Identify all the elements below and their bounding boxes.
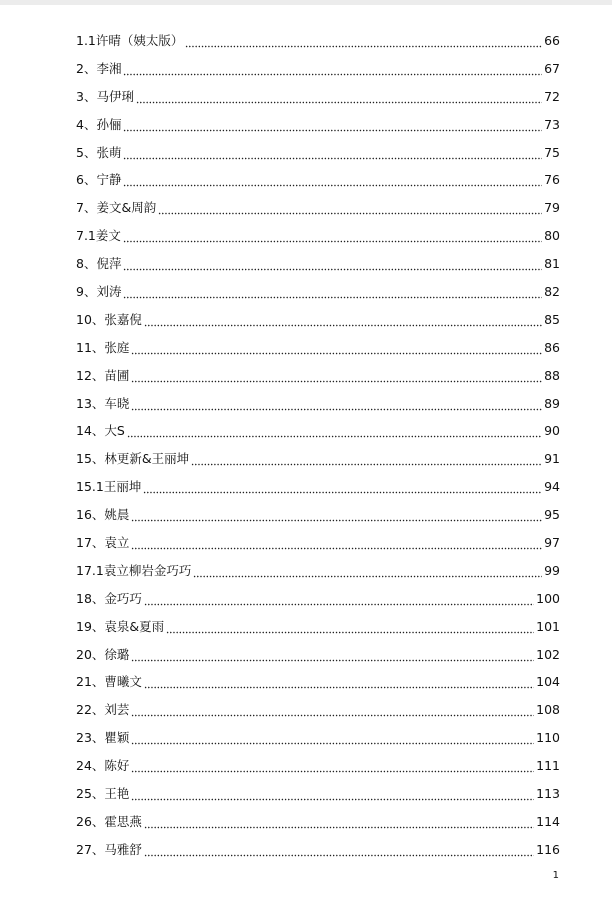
- toc-entry[interactable]: [76, 27, 560, 55]
- toc-entry-title: 4、孙俪: [76, 116, 122, 132]
- toc-entry[interactable]: [76, 250, 560, 278]
- table-of-contents: [76, 27, 560, 864]
- toc-entry-page: 101: [536, 618, 560, 634]
- dot-leader: [144, 596, 534, 606]
- toc-entry-page: 88: [544, 367, 560, 383]
- toc-entry-page: 79: [544, 200, 560, 216]
- toc-entry-page: 75: [544, 144, 560, 160]
- toc-entry-title: 15.1王丽坤: [76, 479, 142, 495]
- toc-entry[interactable]: [76, 724, 560, 752]
- toc-entry-title: 19、袁泉&夏雨: [76, 618, 165, 634]
- toc-entry-page: 114: [536, 813, 560, 829]
- toc-entry[interactable]: [76, 111, 560, 139]
- toc-entry[interactable]: [76, 362, 560, 390]
- toc-entry-title: 12、苗圃: [76, 367, 130, 383]
- toc-entry[interactable]: [76, 668, 560, 696]
- dot-leader: [123, 122, 542, 132]
- toc-entry-title: 24、陈好: [76, 758, 130, 774]
- toc-entry-title: 14、大S: [76, 423, 125, 439]
- toc-entry-title: 10、张嘉倪: [76, 311, 142, 327]
- toc-entry[interactable]: [76, 83, 560, 111]
- dot-leader: [191, 456, 542, 466]
- toc-entry-title: 25、王艳: [76, 785, 130, 801]
- dot-leader: [143, 484, 542, 494]
- toc-entry-title: 18、金巧巧: [76, 590, 142, 606]
- toc-entry[interactable]: [76, 752, 560, 780]
- toc-entry-page: 97: [544, 534, 560, 550]
- toc-entry-page: 86: [544, 339, 560, 355]
- toc-entry-title: 1.1许晴（姨太版）: [76, 32, 184, 48]
- toc-entry[interactable]: [76, 836, 560, 864]
- dot-leader: [166, 624, 534, 634]
- dot-leader: [193, 568, 542, 578]
- toc-entry-title: 2、李湘: [76, 60, 122, 76]
- toc-entry-page: 72: [544, 88, 560, 104]
- toc-entry-page: 108: [536, 702, 560, 718]
- toc-entry-page: 89: [544, 395, 560, 411]
- dot-leader: [123, 150, 542, 160]
- toc-entry[interactable]: [76, 166, 560, 194]
- toc-entry-title: 21、曹曦文: [76, 674, 142, 690]
- toc-entry-title: 11、张庭: [76, 339, 130, 355]
- page-number: 1: [552, 870, 559, 881]
- dot-leader: [123, 289, 542, 299]
- toc-entry-title: 16、姚晨: [76, 507, 130, 523]
- dot-leader: [123, 177, 542, 187]
- toc-entry[interactable]: [76, 222, 560, 250]
- toc-entry[interactable]: [76, 780, 560, 808]
- toc-entry[interactable]: [76, 55, 560, 83]
- dot-leader: [127, 428, 542, 438]
- dot-leader: [131, 652, 534, 662]
- toc-entry[interactable]: [76, 139, 560, 167]
- toc-entry-page: 111: [536, 758, 560, 774]
- toc-entry-title: 3、马伊琍: [76, 88, 134, 104]
- toc-entry-page: 85: [544, 311, 560, 327]
- toc-entry-page: 94: [544, 479, 560, 495]
- dot-leader: [144, 847, 534, 857]
- toc-entry[interactable]: [76, 808, 560, 836]
- dot-leader: [131, 540, 542, 550]
- toc-entry-title: 17、袁立: [76, 534, 130, 550]
- toc-entry[interactable]: [76, 501, 560, 529]
- toc-entry[interactable]: [76, 278, 560, 306]
- toc-entry[interactable]: [76, 613, 560, 641]
- dot-leader: [131, 345, 542, 355]
- toc-entry-title: 27、马雅舒: [76, 841, 142, 857]
- dot-leader: [123, 233, 542, 243]
- dot-leader: [131, 401, 542, 411]
- toc-entry-title: 15、林更新&王丽坤: [76, 451, 190, 467]
- toc-entry-page: 66: [544, 32, 560, 48]
- dot-leader: [131, 791, 534, 801]
- dot-leader: [131, 763, 534, 773]
- toc-entry-page: 100: [536, 590, 560, 606]
- toc-entry-page: 91: [544, 451, 560, 467]
- toc-entry-page: 90: [544, 423, 560, 439]
- dot-leader: [144, 317, 542, 327]
- toc-entry-title: 17.1袁立柳岩金巧巧: [76, 562, 192, 578]
- toc-entry[interactable]: [76, 194, 560, 222]
- toc-entry-title: 7、姜文&周韵: [76, 200, 157, 216]
- dot-leader: [185, 38, 542, 48]
- dot-leader: [123, 261, 542, 271]
- toc-entry-page: 82: [544, 283, 560, 299]
- dot-leader: [131, 707, 534, 717]
- dot-leader: [123, 66, 542, 76]
- toc-entry-title: 7.1姜文: [76, 228, 121, 244]
- dot-leader: [131, 373, 542, 383]
- toc-entry[interactable]: [76, 417, 560, 445]
- toc-entry-title: 22、刘芸: [76, 702, 130, 718]
- dot-leader: [158, 205, 542, 215]
- toc-entry-title: 9、刘涛: [76, 283, 122, 299]
- toc-entry-page: 76: [544, 172, 560, 188]
- toc-entry-page: 99: [544, 562, 560, 578]
- toc-entry-page: 102: [536, 646, 560, 662]
- toc-entry[interactable]: [76, 557, 560, 585]
- top-band: [0, 0, 612, 5]
- toc-entry[interactable]: [76, 445, 560, 473]
- dot-leader: [131, 735, 534, 745]
- dot-leader: [136, 94, 542, 104]
- toc-entry[interactable]: [76, 529, 560, 557]
- toc-entry[interactable]: [76, 306, 560, 334]
- toc-entry-title: 20、徐璐: [76, 646, 130, 662]
- dot-leader: [144, 679, 534, 689]
- toc-entry[interactable]: [76, 641, 560, 669]
- toc-entry-title: 6、宁静: [76, 172, 122, 188]
- toc-entry-page: 73: [544, 116, 560, 132]
- toc-entry-page: 67: [544, 60, 560, 76]
- toc-entry-page: 81: [544, 256, 560, 272]
- toc-entry-page: 104: [536, 674, 560, 690]
- toc-entry[interactable]: [76, 585, 560, 613]
- toc-entry-page: 110: [536, 730, 560, 746]
- toc-entry-page: 80: [544, 228, 560, 244]
- toc-entry-title: 23、瞿颖: [76, 730, 130, 746]
- toc-entry-page: 95: [544, 507, 560, 523]
- toc-entry-page: 113: [536, 785, 560, 801]
- toc-entry[interactable]: [76, 696, 560, 724]
- toc-entry[interactable]: [76, 390, 560, 418]
- toc-entry-title: 13、车晓: [76, 395, 130, 411]
- dot-leader: [131, 512, 542, 522]
- toc-entry-title: 8、倪萍: [76, 256, 122, 272]
- toc-entry-page: 116: [536, 841, 560, 857]
- toc-entry[interactable]: [76, 473, 560, 501]
- toc-entry[interactable]: [76, 334, 560, 362]
- toc-entry-title: 5、张萌: [76, 144, 122, 160]
- dot-leader: [144, 819, 534, 829]
- toc-entry-title: 26、霍思燕: [76, 813, 142, 829]
